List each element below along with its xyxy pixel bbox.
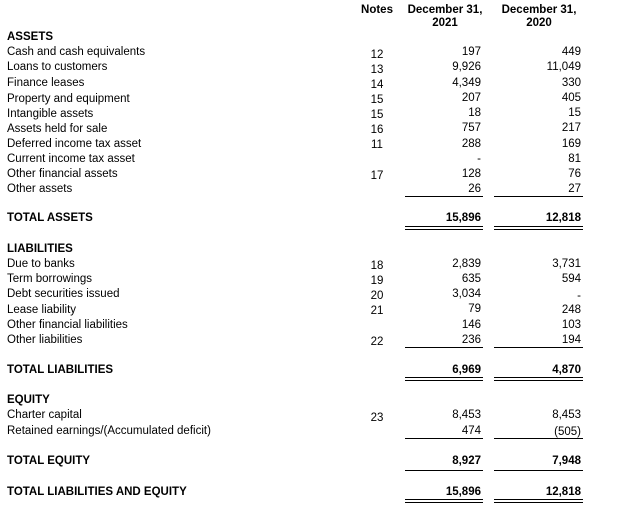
row-value-2020: 8,453	[552, 409, 581, 421]
row-label: Loans to customers	[7, 61, 108, 73]
row-value-2021: 2,839	[452, 258, 481, 270]
total-assets-label: TOTAL ASSETS	[7, 212, 93, 224]
row-value-2020: 27	[568, 183, 581, 195]
row-value-2020: 76	[568, 168, 581, 180]
total-rule-2021	[405, 470, 483, 471]
row-value-2020: 594	[561, 273, 581, 285]
row-label: Charter capital	[7, 409, 82, 421]
total-rule-2020	[494, 377, 583, 381]
grand-total-rule-2021	[405, 499, 483, 503]
subtotal-rule-2020	[494, 438, 583, 439]
row-value-2020: -	[577, 290, 581, 302]
column-header-2020	[494, 4, 584, 30]
total-liabilities-label: TOTAL LIABILITIES	[7, 364, 114, 376]
row-note: 21	[370, 305, 384, 317]
section-liabilities-heading: LIABILITIES	[7, 243, 73, 255]
row-label: Retained earnings/(Accumulated deficit)	[7, 425, 211, 437]
row-label: Cash and cash equivalents	[7, 46, 146, 58]
subtotal-rule-2021	[405, 438, 483, 439]
row-value-2021: 757	[461, 122, 481, 134]
column-header-2021	[400, 4, 490, 30]
section-equity-heading: EQUITY	[7, 394, 50, 406]
row-label: Debt securities issued	[7, 288, 120, 300]
row-label: Deferred income tax asset	[7, 138, 142, 150]
row-note: 15	[370, 94, 384, 106]
row-note: 14	[370, 79, 384, 91]
grand-total-rule-2020	[494, 499, 583, 503]
row-label: Due to banks	[7, 258, 75, 270]
subtotal-rule-2020	[494, 347, 583, 348]
column-header-2021-line1: December 31,	[407, 4, 483, 16]
row-value-2021: 146	[461, 319, 481, 331]
row-value-2021: 4,349	[452, 77, 481, 89]
row-value-2020: 81	[568, 153, 581, 165]
row-note: 19	[370, 275, 384, 287]
row-value-2020: 103	[561, 319, 581, 331]
row-note: 11	[371, 139, 383, 151]
row-note: 15	[370, 109, 384, 121]
column-header-2021-line2: 2021	[432, 17, 458, 29]
row-value-2021: 128	[461, 168, 481, 180]
row-note: 12	[370, 49, 384, 61]
row-value-2021: 9,926	[452, 61, 481, 73]
row-value-2020: 15	[568, 107, 581, 119]
row-value-2020: 3,731	[552, 258, 581, 270]
total-assets-2020: 12,818	[545, 212, 581, 224]
row-note: 13	[370, 64, 384, 76]
total-assets-2021: 15,896	[445, 212, 481, 224]
row-label: Property and equipment	[7, 93, 130, 105]
row-value-2020: 248	[561, 304, 581, 316]
row-note: 18	[370, 260, 384, 272]
total-rule-2021	[405, 226, 483, 230]
row-label: Intangible assets	[7, 108, 94, 120]
row-label: Finance leases	[7, 77, 85, 89]
row-value-2021: 26	[468, 183, 481, 195]
total-liabilities-2020: 4,870	[552, 364, 581, 376]
row-value-2020: 194	[561, 334, 581, 346]
total-equity-2021: 8,927	[452, 455, 481, 467]
row-label: Other financial assets	[7, 168, 118, 180]
row-note: 23	[370, 412, 384, 424]
row-label: Other liabilities	[7, 334, 83, 346]
total-rule-2021	[405, 377, 483, 381]
column-header-2020-line2: 2020	[526, 17, 552, 29]
row-note: 17	[370, 170, 384, 182]
subtotal-rule-2021	[405, 347, 483, 348]
row-label: Assets held for sale	[7, 123, 108, 135]
column-header-2020-line1: December 31,	[501, 4, 577, 16]
row-label: Current income tax asset	[7, 153, 135, 165]
row-value-2021: 3,034	[452, 288, 481, 300]
row-note: 16	[370, 124, 384, 136]
row-label: Lease liability	[7, 304, 77, 316]
row-label: Other financial liabilities	[7, 319, 128, 331]
row-note: 20	[370, 290, 384, 302]
row-value-2020: 449	[561, 46, 581, 58]
row-label: Term borrowings	[7, 273, 92, 285]
row-value-2021: 474	[461, 425, 481, 437]
subtotal-rule-2021	[405, 196, 483, 197]
row-value-2020: 11,049	[546, 61, 581, 73]
row-value-2020: 405	[561, 92, 581, 104]
notes-header: Notes	[361, 4, 393, 16]
total-liabilities-and-equity-2020: 12,818	[545, 486, 581, 498]
total-liabilities-and-equity-2021: 15,896	[445, 486, 481, 498]
row-value-2020: 330	[561, 77, 581, 89]
row-note: 22	[370, 336, 384, 348]
subtotal-rule-2020	[494, 196, 583, 197]
row-value-2021: 197	[461, 46, 481, 58]
total-equity-2020: 7,948	[552, 455, 581, 467]
total-rule-2020	[494, 470, 583, 471]
row-value-2020: 169	[561, 138, 581, 150]
row-value-2021: 635	[461, 273, 481, 285]
total-liabilities-2021: 6,969	[452, 364, 481, 376]
row-value-2021: 79	[468, 303, 481, 315]
row-value-2021: 288	[461, 138, 481, 150]
row-value-2021: 8,453	[452, 409, 481, 421]
row-value-2021: -	[477, 153, 481, 165]
section-assets-heading: ASSETS	[7, 31, 54, 43]
row-value-2021: 207	[461, 92, 481, 104]
row-value-2020: (505)	[554, 426, 581, 438]
row-label: Other assets	[7, 183, 73, 195]
row-value-2021: 18	[468, 107, 481, 119]
row-value-2020: 217	[561, 122, 581, 134]
total-rule-2020	[494, 226, 583, 230]
total-liabilities-and-equity-label: TOTAL LIABILITIES AND EQUITY	[7, 486, 187, 498]
row-value-2021: 236	[461, 334, 481, 346]
total-equity-label: TOTAL EQUITY	[7, 455, 91, 467]
